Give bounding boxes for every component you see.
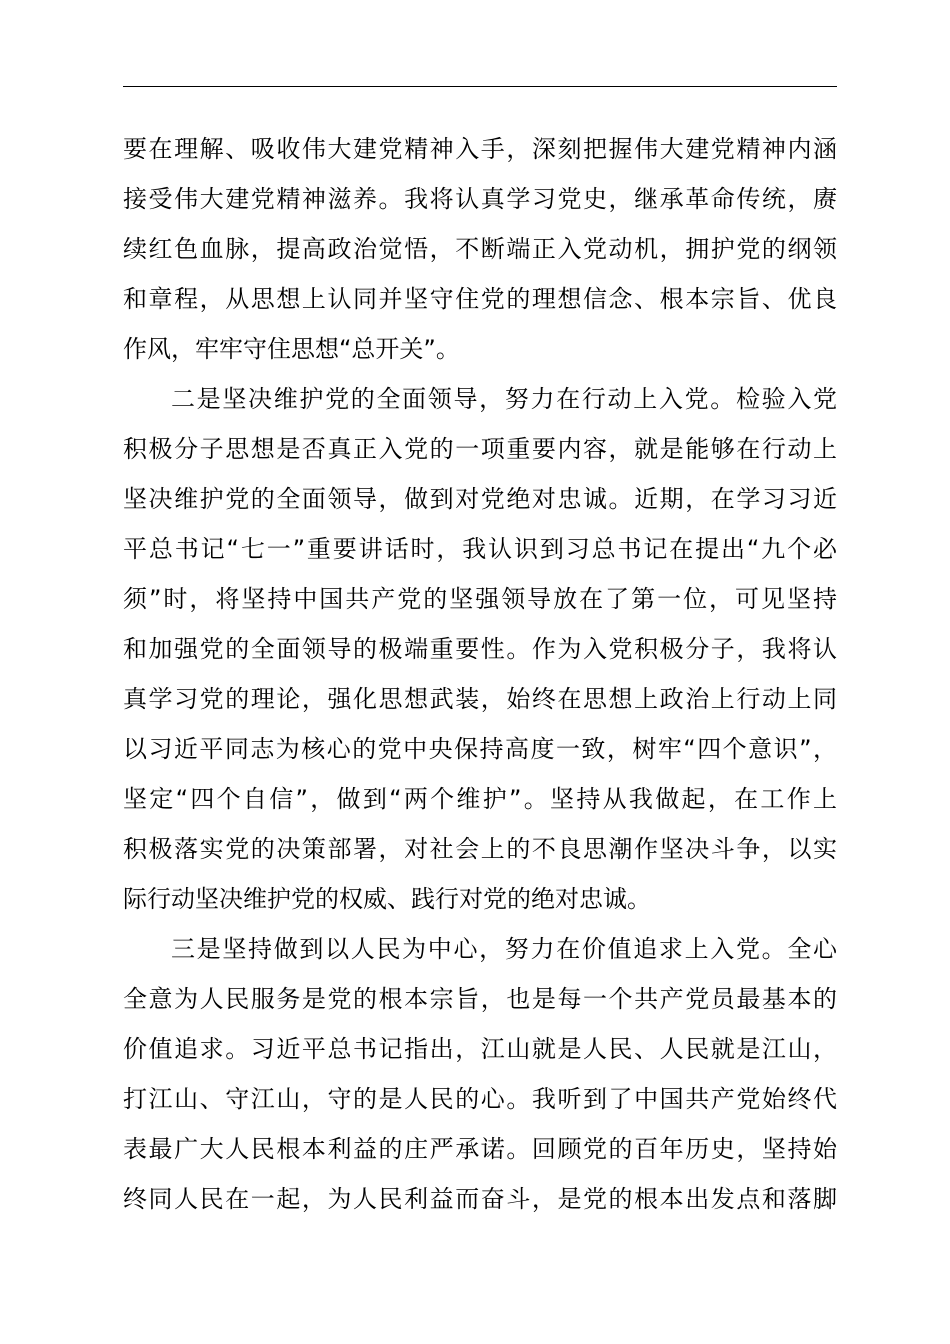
text-line: 二是坚决维护党的全面领导，努力在行动上入党。检验入党: [171, 385, 837, 413]
text-line: 和章程，从思想上认同并坚守住党的理想信念、根本宗旨、优良: [123, 285, 837, 313]
paragraph-3: [123, 924, 837, 1224]
paragraph-2: [123, 374, 837, 924]
text-line: 积极落实党的决策部署，对社会上的不良思潮作坚决斗争，以实: [123, 835, 837, 863]
text-line: 坚定“四个自信”，做到“两个维护”。坚持从我做起，在工作上: [123, 785, 837, 813]
text-line: 续红色血脉，提高政治觉悟，不断端正入党动机，拥护党的纲领: [123, 235, 837, 263]
text-line: 终同人民在一起，为人民利益而奋斗，是党的根本出发点和落脚: [123, 1185, 837, 1213]
text-line: 际行动坚决维护党的权威、践行对党的绝对忠诚。: [123, 885, 651, 913]
text-line: 以习近平同志为核心的党中央保持高度一致，树牢“四个意识”，: [123, 735, 837, 763]
document-body: [123, 124, 837, 1224]
text-line: 表最广大人民根本利益的庄严承诺。回顾党的百年历史，坚持始: [123, 1135, 837, 1163]
header-rule: [123, 86, 837, 87]
paragraph-1: [123, 124, 837, 374]
text-line: 作风，牢牢守住思想“总开关”。: [123, 335, 460, 363]
text-line: 真学习党的理论，强化思想武装，始终在思想上政治上行动上同: [123, 685, 837, 713]
text-line: 全意为人民服务是党的根本宗旨，也是每一个共产党员最基本的: [123, 985, 837, 1013]
text-line: 坚决维护党的全面领导，做到对党绝对忠诚。近期，在学习习近: [123, 485, 837, 513]
text-line: 须”时，将坚持中国共产党的坚强领导放在了第一位，可见坚持: [123, 585, 837, 613]
text-line: 积极分子思想是否真正入党的一项重要内容，就是能够在行动上: [123, 435, 837, 463]
text-line: 打江山、守江山，守的是人民的心。我听到了中国共产党始终代: [123, 1085, 837, 1113]
text-line: 平总书记“七一”重要讲话时，我认识到习总书记在提出“九个必: [123, 535, 837, 563]
text-line: 要在理解、吸收伟大建党精神入手，深刻把握伟大建党精神内涵: [123, 135, 837, 163]
text-line: 价值追求。习近平总书记指出，江山就是人民、人民就是江山，: [123, 1035, 837, 1063]
text-line: 三是坚持做到以人民为中心，努力在价值追求上入党。全心: [171, 935, 837, 963]
text-line: 和加强党的全面领导的极端重要性。作为入党积极分子，我将认: [123, 635, 837, 663]
text-line: 接受伟大建党精神滋养。我将认真学习党史，继承革命传统，赓: [123, 185, 837, 213]
